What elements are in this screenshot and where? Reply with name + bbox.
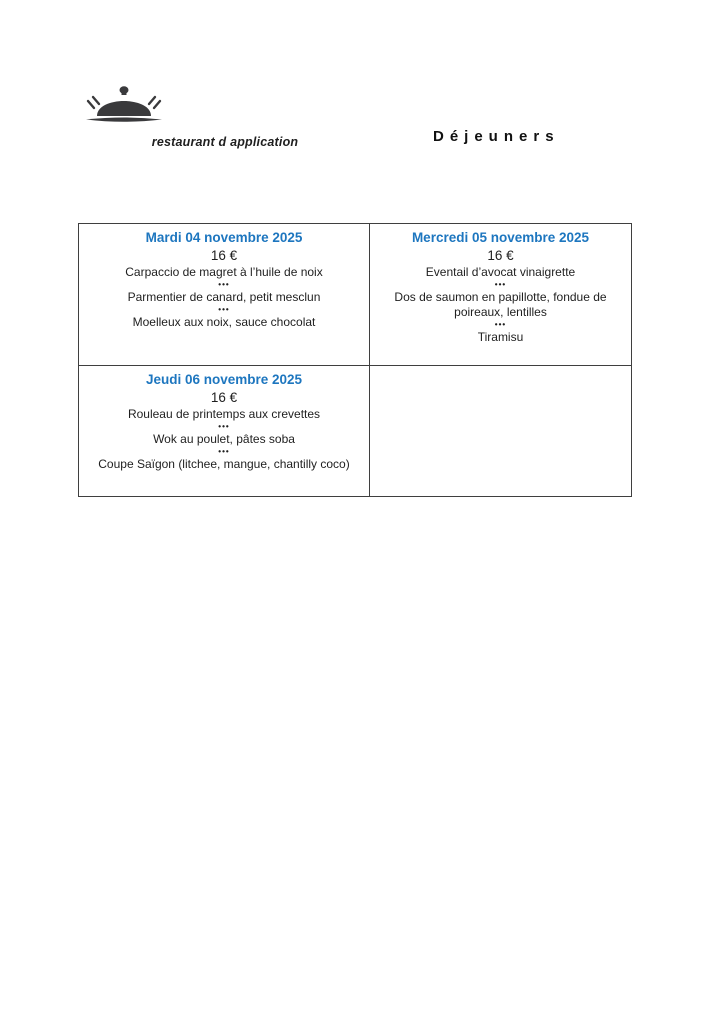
menu-course: Rouleau de printemps aux crevettes <box>127 407 321 421</box>
menu-course: Eventail d’avocat vinaigrette <box>425 265 576 279</box>
menu-course: Wok au poulet, pâtes soba <box>153 432 295 446</box>
menu-day-price: 16 € <box>210 390 238 405</box>
menu-course: Tiramisu <box>477 330 524 344</box>
menu-empty-cell <box>370 366 631 496</box>
course-separator-icon: ••• <box>218 280 230 289</box>
course-separator-icon: ••• <box>218 305 230 314</box>
menu-course: Moelleux aux noix, sauce chocolat <box>132 315 316 329</box>
menu-day-price: 16 € <box>487 248 514 263</box>
menu-day-date: Jeudi 06 novembre 2025 <box>145 372 303 387</box>
menu-day-cell <box>79 224 370 366</box>
menu-course: Parmentier de canard, petit mesclun <box>127 290 321 304</box>
menu-course: Dos de saumon en papillotte, fondue de poireaux, lentilles <box>394 290 607 319</box>
menu-day-date: Mardi 04 novembre 2025 <box>145 230 303 245</box>
course-separator-icon: ••• <box>494 280 507 289</box>
course-separator-icon: ••• <box>218 447 230 456</box>
course-separator-icon: ••• <box>218 422 230 431</box>
menu-day-cell <box>370 224 631 366</box>
page-title: Déjeuners <box>433 128 560 145</box>
menu-table <box>78 223 632 497</box>
menu-day-cell <box>79 366 370 496</box>
menu-course: Coupe Saïgon (litchee, mangue, chantilly coco) <box>98 457 350 471</box>
menu-day-price: 16 € <box>210 248 238 263</box>
menu-course: Carpaccio de magret à l’huile de noix <box>125 265 323 279</box>
restaurant-name: restaurant d application <box>151 135 299 149</box>
course-separator-icon: ••• <box>494 320 507 329</box>
menu-day-date: Mercredi 05 novembre 2025 <box>411 230 590 245</box>
cloche-icon <box>82 80 166 128</box>
